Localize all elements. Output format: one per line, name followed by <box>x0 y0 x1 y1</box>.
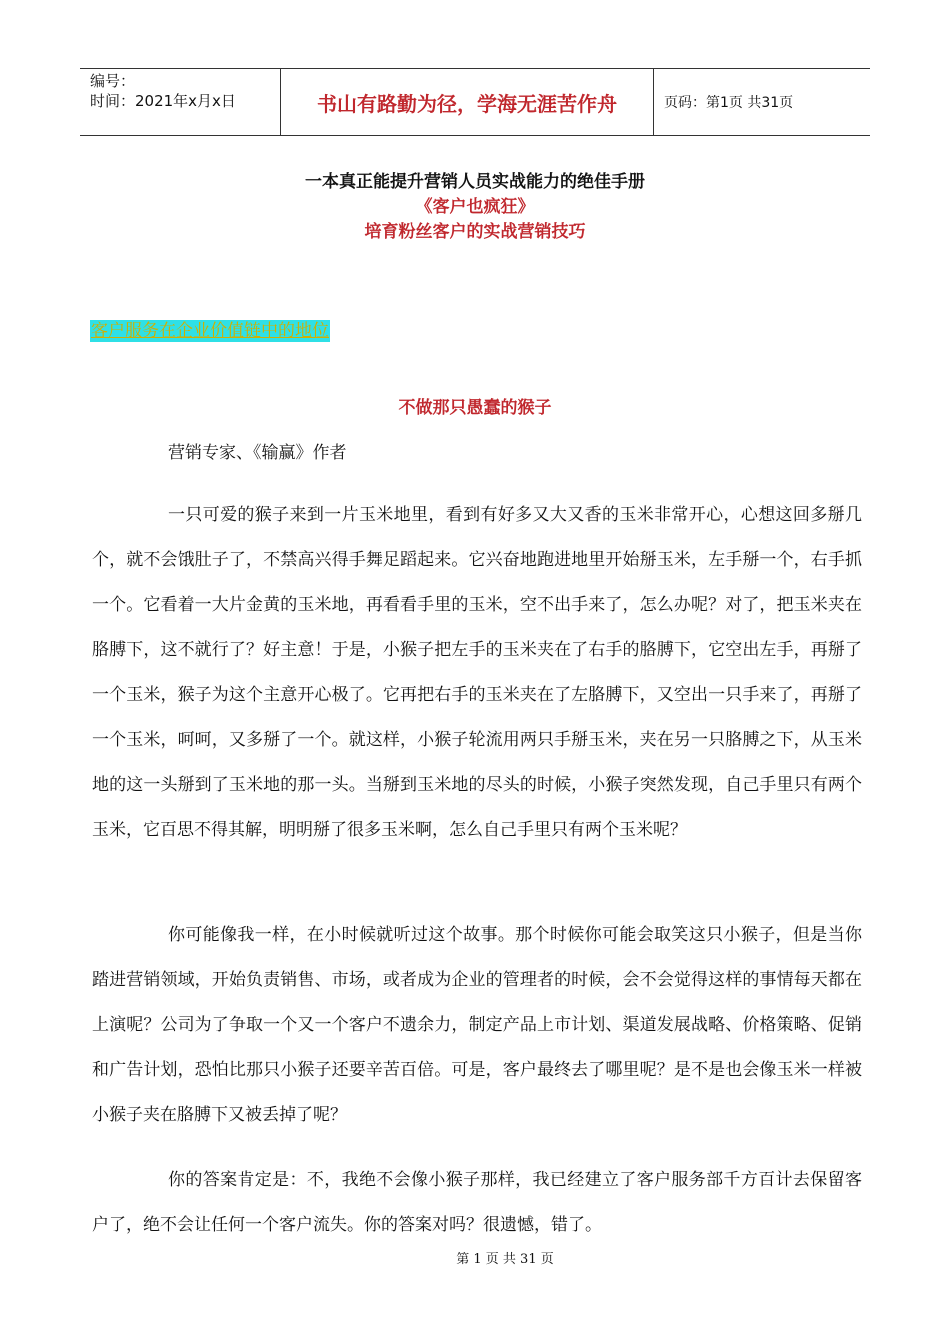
paragraph-3: 你的答案肯定是：不，我绝不会像小猴子那样，我已经建立了客户服务部千方百计去保留客户了，绝不会让任何一个客户流失。你的答案对吗？很遗憾，错了。 <box>92 1170 862 1235</box>
paragraph-1: 一只可爱的猴子来到一片玉米地里，看到有好多又大又香的玉米非常开心，心想这回多掰几个，就不会饿肚子了，不禁高兴得手舞足蹈起来。它兴奋地跑进地里开始掰玉米，左手掰一个，右手抓一个。它看着一大片金黄的玉米地，再看看手里的玉米，空不出手来了，怎么办呢？对了，把玉米夹在胳膊下，这不就行了？好主意！于是，小猴子把左手的玉米夹在了右手的胳膊下，它空出左手，再掰了一个玉米，猴子为这个主意开心极了。它再把右手的玉米夹在了左胳膊下，又空出一只手来了，再掰了一个玉米，呵呵，又多掰了一个。就这样，小猴子轮流用两只手掰玉米，夹在另一只胳膊之下，从玉米地的这一头掰到了玉米地的那一头。当掰到玉米地的尽头的时候，小猴子突然发现，自己手里只有两个玉米，它百思不得其解，明明掰了很多玉米啊，怎么自己手里只有两个玉米呢？ <box>92 505 862 840</box>
author-line: 营销专家、《输赢》作者 <box>168 443 347 463</box>
header-page-info: 页码：第1页 共31页 <box>664 95 794 111</box>
title-line-1: 一本真正能提升营销人员实战能力的绝佳手册 <box>305 172 645 192</box>
number-label: 编号： <box>90 72 136 90</box>
document-titles <box>0 170 950 245</box>
paragraph-2: 你可能像我一样，在小时候就听过这个故事。那个时候你可能会取笑这只小猴子，但是当你踏进营销领域，开始负责销售、市场，或者成为企业的管理者的时候，会不会觉得这样的事情每天都在上演呢？公司为了争取一个又一个客户不遗余力，制定产品上市计划、渠道发展战略、价格策略、促销和广告计划，恐怕比那只小猴子还要辛苦百倍。可是，客户最终去了哪里呢？是不是也会像玉米一样被小猴子夹在胳膊下又被丢掉了呢？ <box>92 925 862 1125</box>
title-line-3: 培育粉丝客户的实战营销技巧 <box>364 222 586 242</box>
chapter-subheading: 不做那只愚蠢的猴子 <box>398 398 552 418</box>
header-meta-cell <box>80 69 281 135</box>
header-motto: 书山有路勤为径，学海无涯苦作舟 <box>281 69 654 135</box>
header-table <box>80 68 870 136</box>
section-heading: 客户服务在企业价值链中的地位 <box>91 321 329 341</box>
time-label: 时间：2021年x月x日 <box>90 92 236 110</box>
title-line-2: 《客户也疯狂》 <box>415 197 535 217</box>
page-footer: 第 1 页 共 31 页 <box>456 1252 554 1267</box>
